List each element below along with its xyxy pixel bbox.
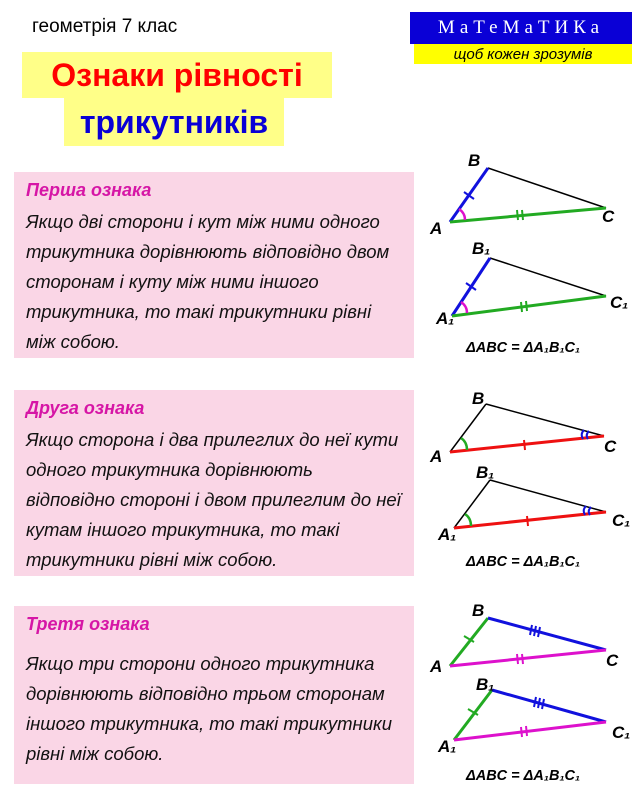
vertex-label-a1: A₁ [436,309,455,328]
vertex-label-c1: C₁ [612,511,631,530]
vertex-label-c1: C₁ [610,293,629,312]
triangle-a1b1c1-sas [452,258,606,316]
triangles-diagram [420,148,636,798]
vertex-label-c: C [602,207,615,226]
equality-label: ΔABC = ΔA₁B₁C₁ [466,768,581,784]
criterion-heading: Перша ознака [26,180,152,200]
brand-tagline: щоб кожен зрозумів [414,44,632,64]
vertex-label-c: C [604,437,617,456]
vertex-label-a: A [430,447,443,466]
triangle-abc-asa [450,404,604,452]
criterion-card-2 [14,390,414,576]
triangle-abc-sss [450,618,606,666]
vertex-label-c: C [606,651,619,670]
vertex-label-b: B [468,151,481,170]
brand-logo: МаТеМаТИКа [410,12,632,44]
equality-label: ΔABC = ΔA₁B₁C₁ [466,554,581,570]
equality-label: ΔABC = ΔA₁B₁C₁ [466,340,581,356]
criterion-text: Якщо сторона і два прилеглих до неї кути одного трикутника дорівнюють відповідно стороні і двом прилеглим до неї кутам іншого трикутника, то такі трикутники рівні між собою. [26,429,401,570]
criterion-heading: Друга ознака [26,398,145,418]
vertex-label-b1: B₁ [476,675,495,694]
vertex-label-b: B [472,601,485,620]
criterion-heading: Третя ознака [26,614,150,634]
vertex-label-b1: B₁ [472,239,491,258]
vertex-label-a1: A₁ [438,525,457,544]
vertex-label-a: A [430,657,443,676]
vertex-label-b: B [472,389,485,408]
triangle-abc-sas [450,168,606,222]
triangle-a1b1c1-asa [454,480,606,528]
criterion-card-3 [14,606,414,784]
vertex-label-b1: B₁ [476,463,495,482]
triangle-a1b1c1-sss [454,690,606,740]
vertex-label-a: A [430,219,443,238]
subject-label: геометрія 7 клас [32,16,178,37]
page-title-line2: трикутників [64,98,284,146]
page-title-line1: Ознаки рівності [22,52,332,98]
criterion-card-1 [14,172,414,358]
vertex-label-c1: C₁ [612,723,631,742]
criterion-text: Якщо три сторони одного трикутника дорівнюють відповідно трьом сторонам іншого трикутника, то такі трикутники рівні між собою. [26,653,393,764]
vertex-label-a1: A₁ [438,737,457,756]
criterion-text: Якщо дві сторони і кут між ними одного трикутника дорівнюють відповідно двом сторонам і куту між ними іншого трикутника, то такі трикутники рівні між собою. [26,211,390,352]
